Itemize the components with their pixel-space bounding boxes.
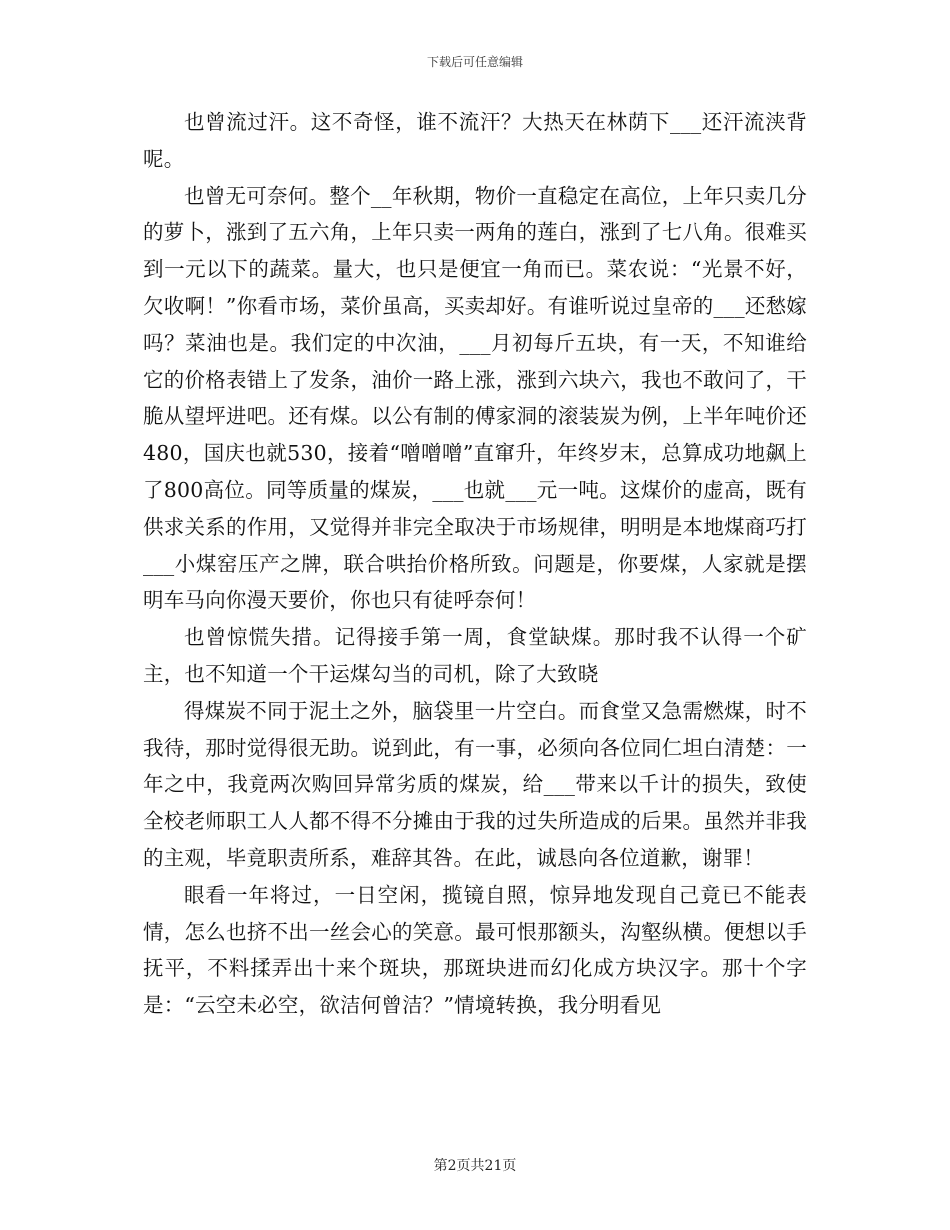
page-footer: 第2页共21页: [433, 1158, 517, 1174]
paragraph-5: 眼看一年将过，一日空闲，揽镜自照，惊异地发现自己竟已不能表情，怎么也挤不出一丝会心的笑意。最可恨那额头，沟壑纵横。便想以手抚平，不料揉弄出十来个斑块，那斑块进而幻化成方块汉字。那十个字是：“云空未必空，欲洁何曾洁？”情境转换，我分明看见: [143, 882, 807, 1018]
page-header: 下载后可任意编辑: [426, 55, 523, 69]
paragraph-1: 也曾流过汗。这不奇怪，谁不流汗？大热天在林荫下___还汗流浃背呢。: [143, 110, 807, 171]
paragraph-4: 得煤炭不同于泥土之外，脑袋里一片空白。而食堂又急需燃煤，时不我待，那时觉得很无助。说到此，有一事，必须向各位同仁坦白清楚：一年之中，我竟两次购回异常劣质的煤炭，给___带来以千计的损失，致使全校老师职工人人都不得不分摊由于我的过失所造成的后果。虽然并非我的主观，毕竟职责所系，难辞其咎。在此，诚恳向各位道歉，谢罪！: [143, 698, 807, 870]
body-text: [143, 104, 807, 1024]
paragraph-3: 也曾惊慌失措。记得接手第一周，食堂缺煤。那时我不认得一个矿主，也不知道一个干运煤勾当的司机，除了大致晓: [143, 625, 807, 686]
paragraph-2: 也曾无可奈何。整个__年秋期，物价一直稳定在高位，上年只卖几分的萝卜，涨到了五六角，上年只卖一两角的莲白，涨到了七八角。很难买到一元以下的蔬菜。量大，也只是便宜一角而已。菜农说：“光景不好，欠收啊！”你看市场，菜价虽高，买卖却好。有谁听说过皇帝的___还愁嫁吗？菜油也是。我们定的中次油，___月初每斤五块，有一天，不知谁给它的价格表错上了发条，油价一路上涨，涨到六块六，我也不敢问了，干脆从望坪进吧。还有煤。以公有制的傅家洞的滚装炭为例，上半年吨价还480，国庆也就530，接着“噌噌噌”直窜升，年终岁末，总算成功地飙上了800高位。同等质量的煤炭，___也就___元一吨。这煤价的虚高，既有供求关系的作用，又觉得并非完全取决于市场规律，明明是本地煤商巧打___小煤窑压产之牌，联合哄抬价格所致。问题是，你要煤，人家就是摆明车马向你漫天要价，你也只有徒呼奈何！: [143, 183, 807, 613]
